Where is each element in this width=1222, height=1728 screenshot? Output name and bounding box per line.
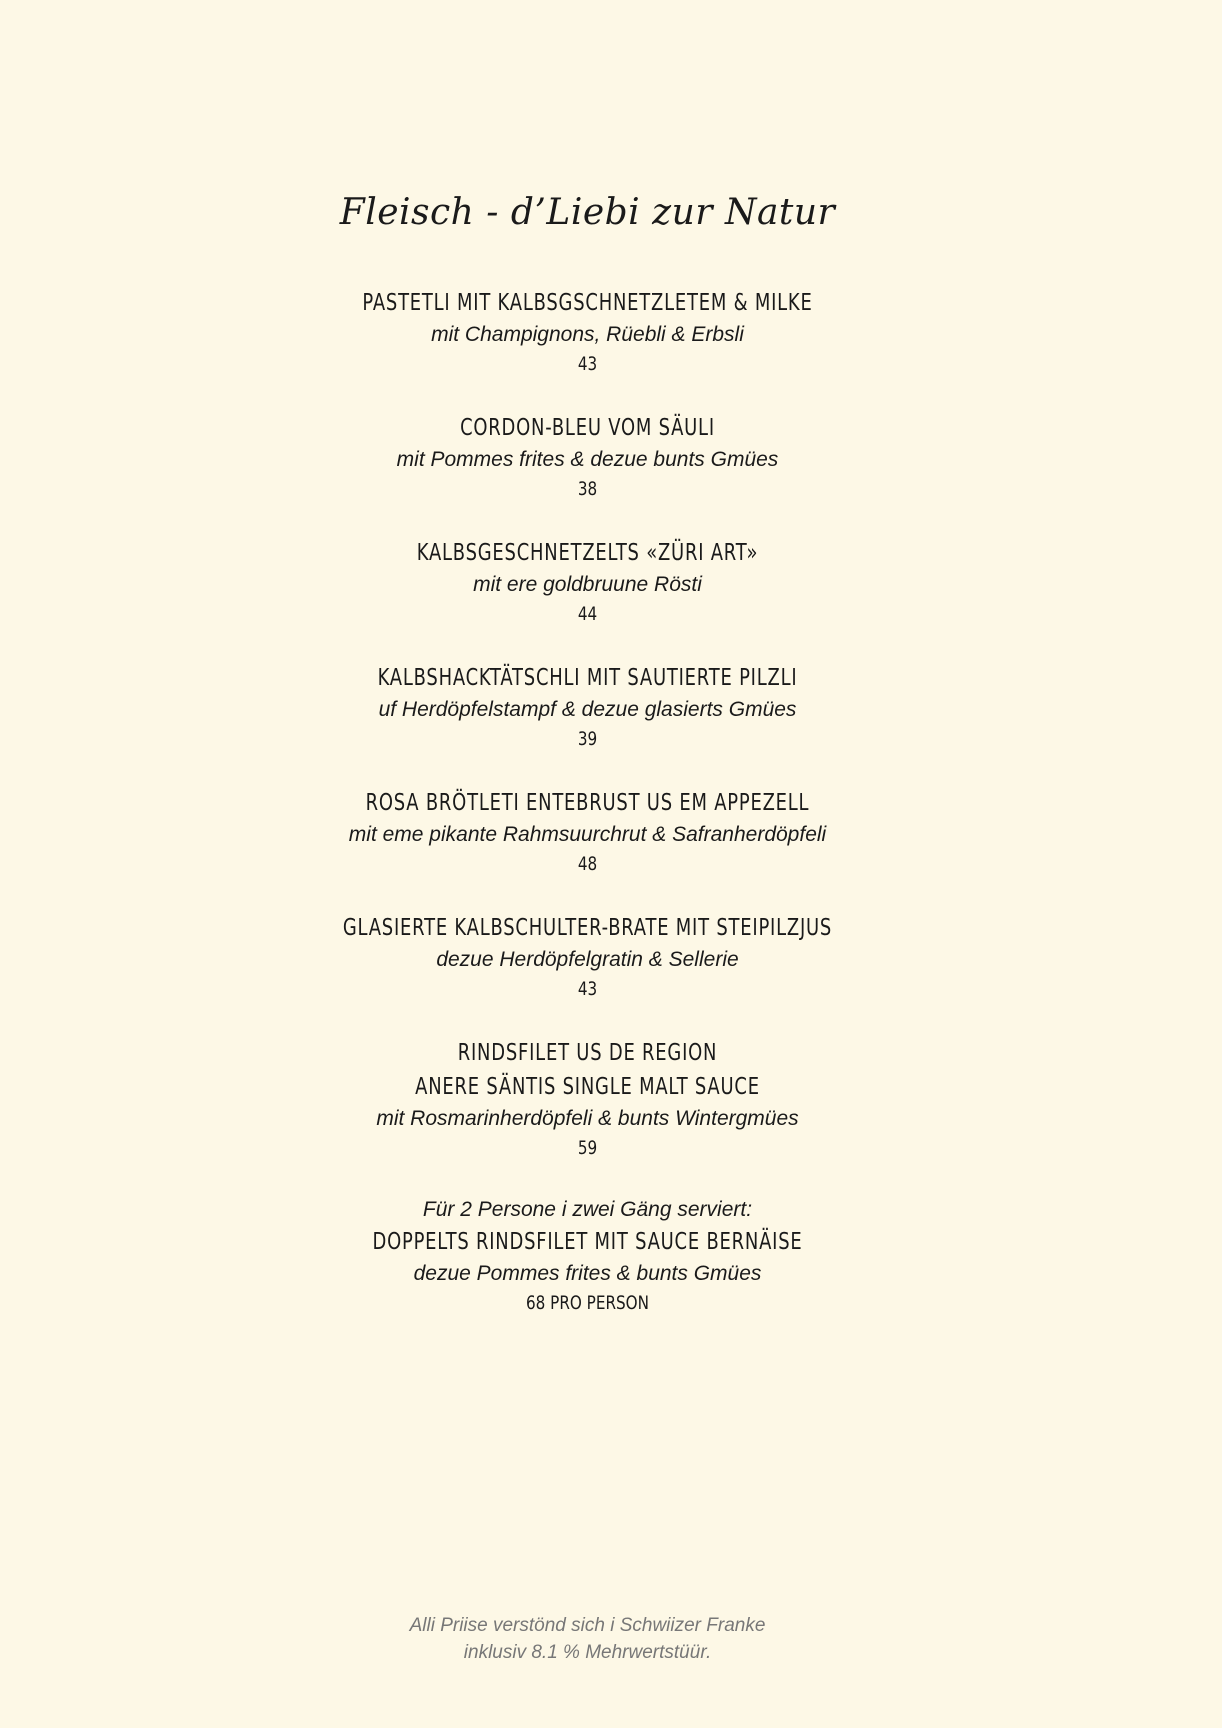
menu-item [0,1195,1175,1318]
dish-name: DOPPELTS RINDSFILET MIT SAUCE BERNÄISE [372,1229,803,1255]
dish-description: mit eme pikante Rahmsuurchrut & Safranherdöpfeli [348,823,827,846]
dish-name: ROSA BRÖTLETI ENTEBRUST US EM APPEZELL [365,790,810,816]
dish-price: 48 [577,853,598,875]
dish-description: dezue Pommes frites & bunts Gmües [413,1262,762,1285]
dish-name: CORDON-BLEU VOM SÄULI [460,415,715,441]
menu-item [0,1036,1175,1163]
menu-item [0,911,1175,1004]
menu-item [0,786,1175,879]
dish-price: 44 [577,603,598,625]
section-title: Fleisch - d’Liebi zur Natur [339,192,836,233]
dish-name: KALBSHACKTÄTSCHLI MIT SAUTIERTE PILZLI [377,665,798,691]
dish-price: 38 [577,478,598,500]
menu-list [0,286,1175,1350]
menu-item [0,411,1175,504]
dish-price: 59 [577,1137,598,1159]
menu-item [0,536,1175,629]
dish-price: 39 [577,728,598,750]
dish-name: KALBSGESCHNETZELTS «ZÜRI ART» [416,540,759,566]
dish-description: mit Rosmarinherdöpfeli & bunts Wintergmües [376,1107,799,1130]
dish-name-line2: ANERE SÄNTIS SINGLE MALT SAUCE [415,1074,760,1100]
dish-description: mit Pommes frites & dezue bunts Gmües [396,448,779,471]
dish-price: 68 PRO PERSON [525,1292,649,1314]
dish-description: mit Champignons, Rüebli & Erbsli [431,323,744,346]
dish-description: dezue Herdöpfelgratin & Sellerie [436,948,739,971]
footnote-line1: Alli Priise verstönd sich i Schwiizer Franke [409,1615,766,1636]
dish-price: 43 [577,978,598,1000]
serving-note: Für 2 Persone i zwei Gäng serviert: [422,1198,753,1221]
dish-description: uf Herdöpfelstampf & dezue glasierts Gmües [378,698,797,721]
dish-name: PASTETLI MIT KALBSGSCHNETZLETEM & MILKE [362,290,813,316]
menu-item [0,661,1175,754]
footnote-line2: inklusiv 8.1 % Mehrwertstüür. [463,1642,712,1663]
dish-price: 43 [577,353,598,375]
dish-description: mit ere goldbruune Rösti [473,573,702,596]
dish-name: GLASIERTE KALBSCHULTER-BRATE MIT STEIPILZJUS [342,915,833,941]
menu-item [0,286,1175,379]
price-footnote [0,1612,1175,1666]
dish-name-line1: RINDSFILET US DE REGION [457,1040,718,1066]
